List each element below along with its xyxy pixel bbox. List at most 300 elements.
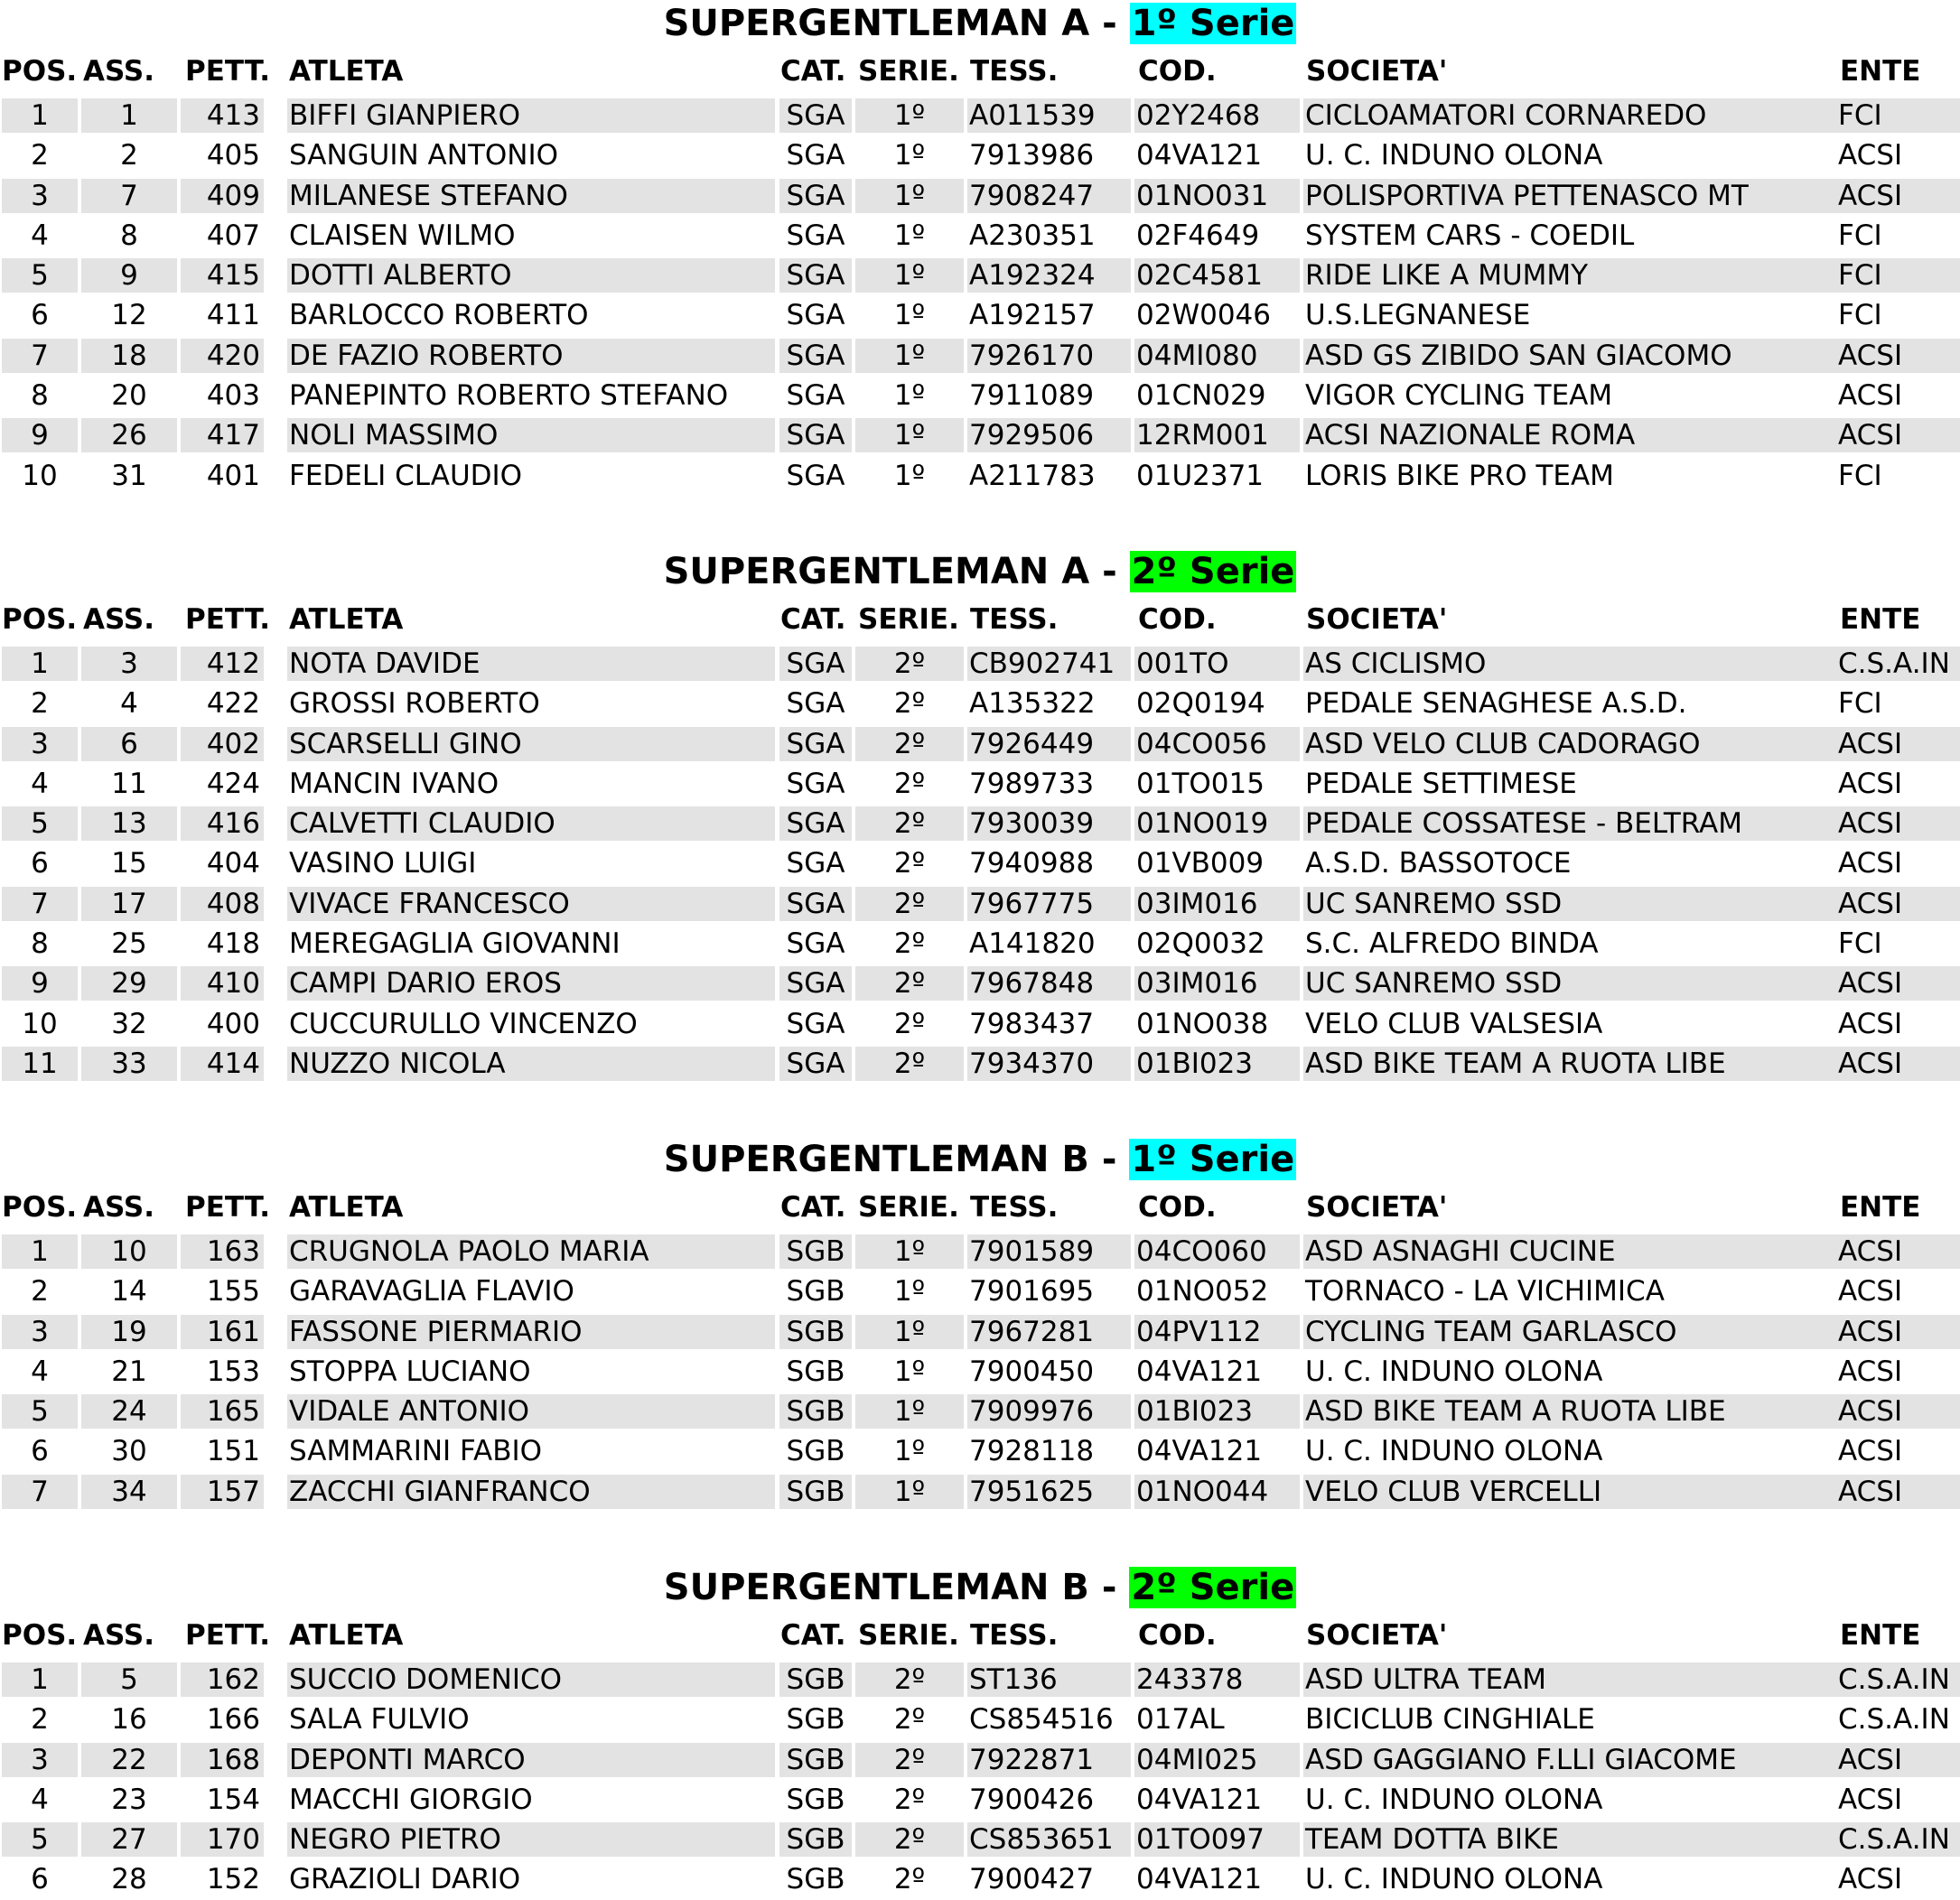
column-header-ass: ASS.	[83, 1619, 155, 1652]
table-row	[0, 1700, 1960, 1739]
club-code-cell: 01TO015	[1136, 767, 1265, 800]
assigned-number-cell: 2	[120, 139, 138, 172]
bib-number-cell: 414	[181, 1047, 264, 1081]
club-name-cell: U.S.LEGNANESE	[1305, 299, 1531, 332]
athlete-name-cell: DOTTI ALBERTO	[287, 258, 775, 293]
club-code-cell: 02Q0194	[1136, 687, 1265, 721]
category-cell: SGB	[779, 1743, 852, 1777]
position-cell: 6	[31, 1863, 49, 1896]
athlete-name-cell: DE FAZIO ROBERTO	[287, 339, 775, 373]
federation-cell: ACSI	[1836, 806, 1960, 841]
table-header-row	[0, 1183, 1960, 1232]
position-cell: 3	[2, 179, 78, 213]
club-name-cell: ASD GAGGIANO F.LLI GIACOME	[1303, 1743, 1836, 1777]
table-row	[0, 843, 1960, 883]
section-category-title: SUPERGENTLEMAN B -	[663, 1567, 1130, 1608]
license-number-cell: 7929506	[967, 418, 1131, 452]
column-header-atleta: ATLETA	[289, 603, 404, 636]
column-header-cod: COD.	[1138, 1619, 1217, 1652]
license-number-cell: CB902741	[967, 647, 1131, 681]
category-cell: SGB	[786, 1863, 845, 1896]
athlete-name-cell: NEGRO PIETRO	[287, 1822, 775, 1857]
club-name-cell: SYSTEM CARS - COEDIL	[1305, 219, 1635, 252]
athlete-name-cell: CAMPI DARIO EROS	[287, 966, 775, 1001]
club-code-cell: 02Q0032	[1136, 927, 1265, 961]
table-row	[0, 1392, 1960, 1431]
athlete-name-cell: NOLI MASSIMO	[287, 418, 775, 452]
table-row	[0, 415, 1960, 455]
table-row	[0, 135, 1960, 175]
column-header-ass: ASS.	[83, 1191, 155, 1224]
athlete-name-cell: VASINO LUIGI	[289, 847, 477, 880]
club-code-cell: 02C4581	[1134, 258, 1300, 293]
bib-number-cell: 168	[181, 1743, 264, 1777]
series-cell: 2º	[855, 1662, 964, 1697]
license-number-cell: 7967775	[967, 887, 1131, 921]
series-cell: 2º	[855, 1822, 964, 1857]
position-cell: 6	[31, 299, 49, 332]
section-title	[0, 548, 1960, 595]
assigned-number-cell: 16	[111, 1703, 147, 1737]
athlete-name-cell: CRUGNOLA PAOLO MARIA	[287, 1234, 775, 1269]
series-cell: 1º	[855, 1234, 964, 1269]
results-table-body	[0, 96, 1960, 496]
assigned-number-cell: 27	[81, 1822, 177, 1857]
category-cell: SGB	[779, 1234, 852, 1269]
athlete-name-cell: MACCHI GIORGIO	[289, 1783, 533, 1816]
bib-number-cell: 153	[206, 1355, 260, 1388]
club-code-cell: 04VA121	[1136, 1863, 1263, 1896]
license-number-cell: 7908247	[967, 179, 1131, 213]
table-row	[0, 96, 1960, 135]
license-number-cell: 7900427	[969, 1863, 1095, 1896]
club-code-cell: 001TO	[1134, 647, 1300, 681]
athlete-name-cell: MILANESE STEFANO	[287, 179, 775, 213]
bib-number-cell: 405	[206, 139, 260, 172]
table-row	[0, 1431, 1960, 1471]
column-header-pett: PETT.	[185, 1191, 270, 1224]
category-cell: SGA	[786, 847, 845, 880]
federation-cell: ACSI	[1836, 727, 1960, 761]
assigned-number-cell: 22	[81, 1743, 177, 1777]
column-header-cod: COD.	[1138, 55, 1217, 88]
column-header-atleta: ATLETA	[289, 55, 404, 88]
club-name-cell: VELO CLUB VERCELLI	[1303, 1475, 1836, 1509]
club-code-cell: 04MI025	[1134, 1743, 1300, 1777]
bib-number-cell: 422	[206, 687, 260, 721]
series-highlight-label: 1º Serie	[1131, 3, 1295, 44]
position-cell: 2	[31, 139, 49, 172]
federation-cell: ACSI	[1836, 1394, 1960, 1429]
athlete-name-cell: BIFFI GIANPIERO	[287, 98, 775, 133]
club-name-cell: VIGOR CYCLING TEAM	[1305, 379, 1613, 413]
position-cell: 8	[31, 379, 49, 413]
athlete-name-cell: GRAZIOLI DARIO	[289, 1863, 521, 1896]
assigned-number-cell: 34	[81, 1475, 177, 1509]
license-number-cell: 7983437	[969, 1007, 1095, 1040]
club-code-cell: 01NO038	[1136, 1007, 1269, 1040]
club-name-cell: U. C. INDUNO OLONA	[1305, 1355, 1603, 1388]
table-header-row	[0, 47, 1960, 96]
table-row	[0, 1312, 1960, 1352]
license-number-cell: 7934370	[967, 1047, 1131, 1081]
category-cell: SGB	[779, 1394, 852, 1429]
bib-number-cell: 402	[181, 727, 264, 761]
position-cell: 10	[22, 459, 58, 492]
license-number-cell: 7900450	[969, 1355, 1095, 1388]
club-code-cell: 01U2371	[1136, 459, 1265, 492]
federation-cell: FCI	[1838, 219, 1882, 252]
bib-number-cell: 407	[206, 219, 260, 252]
athlete-name-cell: CALVETTI CLAUDIO	[287, 806, 775, 841]
section-title	[0, 1136, 1960, 1183]
club-name-cell: PEDALE COSSATESE - BELTRAM	[1303, 806, 1836, 841]
column-header-cat: CAT.	[780, 1619, 846, 1652]
series-cell: 2º	[855, 806, 964, 841]
category-cell: SGA	[779, 647, 852, 681]
category-cell: SGA	[786, 139, 845, 172]
series-cell: 1º	[855, 98, 964, 133]
license-number-cell: 7989733	[969, 767, 1095, 800]
position-cell: 1	[2, 1234, 78, 1269]
assigned-number-cell: 31	[111, 459, 147, 492]
series-cell: 2º	[893, 767, 926, 800]
position-cell: 5	[2, 806, 78, 841]
table-row	[0, 256, 1960, 295]
table-row	[0, 1780, 1960, 1820]
federation-cell: C.S.A.IN	[1836, 1662, 1960, 1697]
assigned-number-cell: 12	[111, 299, 147, 332]
table-row	[0, 1472, 1960, 1512]
club-code-cell: 04VA121	[1136, 1355, 1263, 1388]
federation-cell: ACSI	[1838, 847, 1903, 880]
assigned-number-cell: 32	[111, 1007, 147, 1040]
series-cell: 2º	[855, 727, 964, 761]
club-name-cell: S.C. ALFREDO BINDA	[1305, 927, 1599, 961]
athlete-name-cell: CUCCURULLO VINCENZO	[289, 1007, 638, 1040]
position-cell: 4	[31, 1355, 49, 1388]
club-name-cell: ASD BIKE TEAM A RUOTA LIBE	[1303, 1047, 1836, 1081]
series-cell: 1º	[855, 1475, 964, 1509]
license-number-cell: 7900426	[969, 1783, 1095, 1816]
table-row	[0, 764, 1960, 804]
column-header-cat: CAT.	[780, 1191, 846, 1224]
athlete-name-cell: FEDELI CLAUDIO	[289, 459, 523, 492]
series-cell: 1º	[893, 219, 926, 252]
category-cell: SGA	[786, 299, 845, 332]
bib-number-cell: 424	[206, 767, 260, 800]
license-number-cell: CS854516	[969, 1703, 1114, 1737]
assigned-number-cell: 25	[111, 927, 147, 961]
bib-number-cell: 170	[181, 1822, 264, 1857]
series-highlight-label: 1º Serie	[1131, 1139, 1295, 1180]
category-cell: SGA	[779, 727, 852, 761]
table-row	[0, 1660, 1960, 1700]
table-header-row	[0, 595, 1960, 644]
club-code-cell: 04PV112	[1134, 1315, 1300, 1349]
federation-cell: C.S.A.IN	[1836, 647, 1960, 681]
table-row	[0, 964, 1960, 1003]
athlete-name-cell: GARAVAGLIA FLAVIO	[289, 1275, 574, 1309]
series-cell: 1º	[893, 1435, 926, 1468]
license-number-cell: A192324	[967, 258, 1131, 293]
table-row	[0, 336, 1960, 376]
series-highlight-label: 2º Serie	[1131, 1567, 1295, 1608]
license-number-cell: 7967848	[967, 966, 1131, 1001]
column-header-societa: SOCIETA'	[1306, 55, 1448, 88]
table-row	[0, 216, 1960, 256]
federation-cell: ACSI	[1838, 1355, 1903, 1388]
series-cell: 1º	[893, 379, 926, 413]
bib-number-cell: 400	[206, 1007, 260, 1040]
club-name-cell: U. C. INDUNO OLONA	[1305, 139, 1603, 172]
athlete-name-cell: VIDALE ANTONIO	[287, 1394, 775, 1429]
assigned-number-cell: 14	[111, 1275, 147, 1309]
category-cell: SGB	[779, 1475, 852, 1509]
club-code-cell: 01BI023	[1134, 1047, 1300, 1081]
category-cell: SGB	[779, 1822, 852, 1857]
athlete-name-cell: SALA FULVIO	[289, 1703, 470, 1737]
position-cell: 10	[22, 1007, 58, 1040]
athlete-name-cell: ZACCHI GIANFRANCO	[287, 1475, 775, 1509]
assigned-number-cell: 4	[120, 687, 138, 721]
section-title	[0, 0, 1960, 47]
license-number-cell: 7926449	[967, 727, 1131, 761]
federation-cell: ACSI	[1836, 1475, 1960, 1509]
table-row	[0, 924, 1960, 964]
table-row	[0, 456, 1960, 496]
club-name-cell: TORNACO - LA VICHIMICA	[1305, 1275, 1665, 1309]
assigned-number-cell: 11	[111, 767, 147, 800]
bib-number-cell: 411	[206, 299, 260, 332]
license-number-cell: 7926170	[967, 339, 1131, 373]
position-cell: 3	[2, 1743, 78, 1777]
assigned-number-cell: 17	[81, 887, 177, 921]
series-cell: 2º	[855, 966, 964, 1001]
club-code-cell: 04VA121	[1136, 139, 1263, 172]
position-cell: 5	[2, 1822, 78, 1857]
bib-number-cell: 413	[181, 98, 264, 133]
club-name-cell: POLISPORTIVA PETTENASCO MT	[1303, 179, 1836, 213]
bib-number-cell: 417	[181, 418, 264, 452]
category-cell: SGA	[779, 418, 852, 452]
column-header-ente: ENTE	[1840, 1619, 1921, 1652]
federation-cell: FCI	[1838, 459, 1882, 492]
club-name-cell: RIDE LIKE A MUMMY	[1303, 258, 1836, 293]
category-cell: SGA	[779, 1047, 852, 1081]
column-header-pos: POS.	[2, 1191, 78, 1224]
bib-number-cell: 404	[206, 847, 260, 880]
column-header-societa: SOCIETA'	[1306, 603, 1448, 636]
license-number-cell: 7967281	[967, 1315, 1131, 1349]
athlete-name-cell: GROSSI ROBERTO	[289, 687, 540, 721]
table-row	[0, 1044, 1960, 1084]
table-row	[0, 724, 1960, 764]
bib-number-cell: 415	[181, 258, 264, 293]
assigned-number-cell: 23	[111, 1783, 147, 1816]
position-cell: 8	[31, 927, 49, 961]
series-cell: 2º	[893, 1783, 926, 1816]
position-cell: 3	[2, 1315, 78, 1349]
series-cell: 2º	[893, 1703, 926, 1737]
club-name-cell: ASD BIKE TEAM A RUOTA LIBE	[1303, 1394, 1836, 1429]
federation-cell: ACSI	[1838, 1863, 1903, 1896]
position-cell: 6	[31, 847, 49, 880]
club-code-cell: 03IM016	[1134, 887, 1300, 921]
athlete-name-cell: DEPONTI MARCO	[287, 1743, 775, 1777]
results-table-body	[0, 1232, 1960, 1512]
table-row	[0, 176, 1960, 216]
athlete-name-cell: STOPPA LUCIANO	[289, 1355, 531, 1388]
category-cell: SGB	[779, 1662, 852, 1697]
category-cell: SGA	[786, 379, 845, 413]
series-cell: 1º	[855, 179, 964, 213]
series-cell: 1º	[893, 1275, 926, 1309]
club-code-cell: 01BI023	[1134, 1394, 1300, 1429]
club-name-cell: UC SANREMO SSD	[1303, 966, 1836, 1001]
table-row	[0, 376, 1960, 415]
category-cell: SGB	[786, 1275, 845, 1309]
athlete-name-cell: BARLOCCO ROBERTO	[289, 299, 589, 332]
series-cell: 2º	[855, 647, 964, 681]
club-code-cell: 04VA121	[1136, 1435, 1263, 1468]
category-cell: SGA	[786, 219, 845, 252]
table-row	[0, 1859, 1960, 1899]
license-number-cell: A135322	[969, 687, 1096, 721]
bib-number-cell: 401	[206, 459, 260, 492]
column-header-pett: PETT.	[185, 603, 270, 636]
license-number-cell: 7911089	[969, 379, 1095, 413]
table-row	[0, 684, 1960, 723]
series-cell: 2º	[893, 1863, 926, 1896]
table-header-row	[0, 1611, 1960, 1660]
results-table-body	[0, 1660, 1960, 1900]
series-cell: 2º	[893, 927, 926, 961]
federation-cell: ACSI	[1838, 139, 1903, 172]
category-cell: SGA	[786, 687, 845, 721]
assigned-number-cell: 1	[81, 98, 177, 133]
bib-number-cell: 163	[181, 1234, 264, 1269]
series-cell: 2º	[855, 1743, 964, 1777]
club-name-cell: U. C. INDUNO OLONA	[1305, 1435, 1603, 1468]
category-cell: SGA	[779, 806, 852, 841]
series-cell: 1º	[893, 299, 926, 332]
club-name-cell: PEDALE SETTIMESE	[1305, 767, 1577, 800]
table-row	[0, 884, 1960, 924]
series-cell: 2º	[855, 1047, 964, 1081]
club-name-cell: LORIS BIKE PRO TEAM	[1305, 459, 1614, 492]
bib-number-cell: 418	[206, 927, 260, 961]
assigned-number-cell: 13	[81, 806, 177, 841]
table-row	[0, 1271, 1960, 1311]
assigned-number-cell: 9	[81, 258, 177, 293]
column-header-serie: SERIE.	[858, 1619, 959, 1652]
position-cell: 2	[31, 1703, 49, 1737]
federation-cell: ACSI	[1836, 339, 1960, 373]
assigned-number-cell: 5	[81, 1662, 177, 1697]
federation-cell: ACSI	[1836, 418, 1960, 452]
column-header-pos: POS.	[2, 55, 78, 88]
club-name-cell: ASD ASNAGHI CUCINE	[1303, 1234, 1836, 1269]
column-header-ass: ASS.	[83, 603, 155, 636]
series-cell: 2º	[855, 887, 964, 921]
category-cell: SGB	[786, 1355, 845, 1388]
series-cell: 2º	[893, 847, 926, 880]
club-code-cell: 04CO056	[1134, 727, 1300, 761]
license-number-cell: 7930039	[967, 806, 1131, 841]
section-category-title: SUPERGENTLEMAN B -	[663, 1139, 1130, 1180]
table-row	[0, 1352, 1960, 1392]
category-cell: SGB	[779, 1315, 852, 1349]
category-cell: SGA	[779, 179, 852, 213]
club-code-cell: 02Y2468	[1134, 98, 1300, 133]
club-name-cell: PEDALE SENAGHESE A.S.D.	[1305, 687, 1687, 721]
bib-number-cell: 152	[206, 1863, 260, 1896]
club-code-cell: 01TO097	[1134, 1822, 1300, 1857]
club-code-cell: 01NO031	[1134, 179, 1300, 213]
position-cell: 3	[2, 727, 78, 761]
position-cell: 4	[31, 767, 49, 800]
assigned-number-cell: 20	[111, 379, 147, 413]
federation-cell: FCI	[1838, 927, 1882, 961]
club-code-cell: 03IM016	[1134, 966, 1300, 1001]
club-name-cell: TEAM DOTTA BIKE	[1303, 1822, 1836, 1857]
category-cell: SGB	[786, 1703, 845, 1737]
assigned-number-cell: 28	[111, 1863, 147, 1896]
position-cell: 9	[2, 966, 78, 1001]
athlete-name-cell: SANGUIN ANTONIO	[289, 139, 559, 172]
club-name-cell: BICICLUB CINGHIALE	[1305, 1703, 1595, 1737]
license-number-cell: 7901695	[969, 1275, 1095, 1309]
federation-cell: ACSI	[1836, 1315, 1960, 1349]
category-cell: SGB	[786, 1783, 845, 1816]
license-number-cell: A211783	[969, 459, 1096, 492]
license-number-cell: ST136	[967, 1662, 1131, 1697]
federation-cell: C.S.A.IN	[1836, 1822, 1960, 1857]
bib-number-cell: 154	[206, 1783, 260, 1816]
federation-cell: FCI	[1838, 687, 1882, 721]
assigned-number-cell: 6	[81, 727, 177, 761]
column-header-pos: POS.	[2, 603, 78, 636]
federation-cell: ACSI	[1836, 1234, 1960, 1269]
bib-number-cell: 161	[181, 1315, 264, 1349]
column-header-atleta: ATLETA	[289, 1619, 404, 1652]
bib-number-cell: 151	[206, 1435, 260, 1468]
club-code-cell: 01CN029	[1136, 379, 1266, 413]
position-cell: 7	[2, 887, 78, 921]
position-cell: 9	[2, 418, 78, 452]
license-number-cell: 7922871	[967, 1743, 1131, 1777]
series-cell: 1º	[855, 1315, 964, 1349]
federation-cell: ACSI	[1836, 1047, 1960, 1081]
position-cell: 5	[2, 1394, 78, 1429]
license-number-cell: 7901589	[967, 1234, 1131, 1269]
license-number-cell: 7940988	[969, 847, 1095, 880]
athlete-name-cell: NUZZO NICOLA	[287, 1047, 775, 1081]
position-cell: 5	[2, 258, 78, 293]
club-code-cell: 017AL	[1136, 1703, 1225, 1737]
federation-cell: C.S.A.IN	[1838, 1703, 1950, 1737]
column-header-societa: SOCIETA'	[1306, 1191, 1448, 1224]
federation-cell: ACSI	[1838, 1435, 1903, 1468]
athlete-name-cell: PANEPINTO ROBERTO STEFANO	[289, 379, 729, 413]
license-number-cell: 7951625	[967, 1475, 1131, 1509]
series-cell: 2º	[893, 687, 926, 721]
column-header-tess: TESS.	[970, 55, 1059, 88]
bib-number-cell: 155	[206, 1275, 260, 1309]
category-cell: SGA	[779, 98, 852, 133]
athlete-name-cell: FASSONE PIERMARIO	[287, 1315, 775, 1349]
